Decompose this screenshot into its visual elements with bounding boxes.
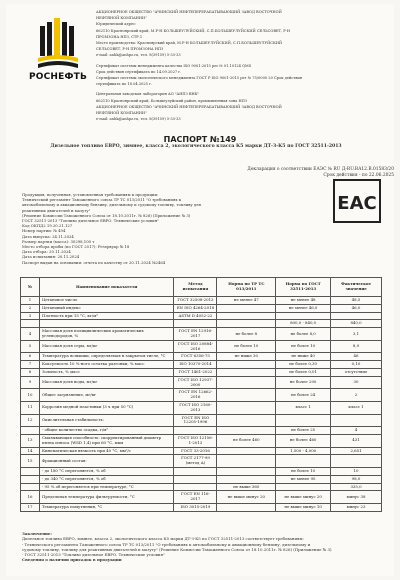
cell-gost-norm: 800,0 - 840,0 — [276, 320, 331, 328]
cell-tr-norm: не ниже 30 — [217, 353, 276, 361]
cell-name: Температура помутнения, °С — [39, 503, 174, 511]
rosneft-logo — [28, 18, 88, 82]
cell-gost-norm — [276, 483, 331, 491]
conclusion-line: судовому топливу, топливу для реактивных двигателей и мазуту" (Решение Комиссии Таможенного Союза от 18.10.2011г. № 826) (Приложение № 3) — [22, 546, 332, 552]
cell-actual: отсутствие — [331, 368, 382, 376]
header-line: СЕЛЬСОВЕТ, Р-Н ПРОМЗОНА НПЗ — [96, 47, 164, 52]
cell-actual: 98,0 — [331, 475, 382, 483]
cell-tr-norm: не более 8 — [217, 328, 276, 341]
cell-method: EN ISO 4264-2018 — [174, 304, 217, 312]
cell-tr-norm — [217, 389, 276, 402]
cell-number: 4 — [21, 328, 40, 341]
cell-tr-norm: не более 460 — [217, 434, 276, 447]
cell-gost-norm: не более 25 — [276, 427, 331, 435]
cell-method: ГОСТ 1461-2022 — [174, 368, 217, 376]
header-line: 662110 Красноярский край, М.Р-Н БОЛЬШЕУЛУЙСКИЙ, С.П.БОЛЬШЕУЛУЙСКИЙ СЕЛЬСОВЕТ, Р-Н — [96, 28, 291, 33]
table-row — [21, 455, 382, 468]
cell-tr-norm — [217, 376, 276, 389]
cell-actual: 46,0 — [331, 304, 382, 312]
cell-gost-norm: не выше минус 10 — [276, 503, 331, 511]
cell-name: Предельная температура фильтруемости, °С — [39, 491, 174, 504]
cell-name: Температура вспышки, определяемая в закрытом тигле, °С — [39, 353, 174, 361]
table-row — [21, 361, 382, 369]
table-row — [21, 389, 382, 402]
conclusion-line: - Технического регламента Таможенного союза ТР ТС 013/2011 "О требованиях к автомобильному и авиационному бензину, дизельному и — [22, 541, 311, 547]
company-header — [96, 10, 392, 123]
cell-method: ГОСТ 2177-99 (метод А) — [174, 455, 217, 468]
cell-name: - 95 % об перегоняется при температуре, °С — [39, 483, 174, 491]
cell-name: - до 180 °С перегоняется, % об — [39, 467, 174, 475]
cell-number: 11 — [21, 401, 40, 414]
cell-tr-norm — [217, 467, 276, 475]
cell-gost-norm: не менее 46,0 — [276, 304, 331, 312]
header-line: Сертификат системы экологического менеджмента ГОСТ Р ISO 9001-2015 рег № 75/0000 20 Срок действия — [96, 76, 303, 81]
cell-name: - общее количество осадка, г/м³ — [39, 427, 174, 435]
conclusion-line: - ГОСТ 32511-2013 "Топливо дизельное ЕВРО. Технические условия" — [22, 552, 165, 558]
cell-number: 8 — [21, 368, 40, 376]
cell-actual: 4 — [331, 427, 382, 435]
cell-name: Массовая доля воды, мг/кг — [39, 376, 174, 389]
eac-mark — [333, 179, 381, 223]
header-line: АКЦИОНЕРНОЕ ОБЩЕСТВО "АЧИНСКИЙ НЕФТЕПЕРЕРАБАТЫВАЮЩИЙ ЗАВОД ВОСТОЧНОЙ — [96, 104, 282, 109]
cell-gost-norm: не более 460 — [276, 434, 331, 447]
cell-number: 13 — [21, 434, 40, 447]
cell-tr-norm — [217, 455, 276, 468]
conclusion-heading: Заключение: — [22, 531, 52, 536]
table-row — [21, 320, 382, 328]
cell-method: ГОСТ EN 116-2017 — [174, 491, 217, 504]
cell-tr-norm — [217, 414, 276, 427]
info-line: автомобильному и авиационному бензину, дизельному и судовому топливу, топливу для — [22, 202, 201, 208]
declaration-validity: Срок действия - по 22.06.2025 — [323, 173, 394, 178]
cell-tr-norm — [217, 447, 276, 455]
cell-tr-norm — [217, 361, 276, 369]
cell-method: ГОСТ 32508-2013 — [174, 297, 217, 305]
table-row — [21, 467, 382, 475]
col-header-actual: Фактическое значение — [331, 278, 382, 297]
cell-name: Массовая доля полициклических ароматических углеводородов, % — [39, 328, 174, 341]
cell-tr-norm — [217, 475, 276, 483]
cell-actual: 2 — [331, 389, 382, 402]
header-line: Срок действия сертификата по 14.09.2027 г. — [96, 69, 182, 74]
table-row — [21, 491, 382, 504]
cell-actual: 0,10 — [331, 361, 382, 369]
cell-number — [21, 427, 40, 435]
cell-number: 14 — [21, 447, 40, 455]
cell-gost-norm — [276, 312, 331, 320]
cell-method: ГОСТ 33-2016 — [174, 447, 217, 455]
info-line: реактивных двигателей и мазуту" — [22, 207, 91, 213]
info-line: Паспорт выдан на основании: отчета по качеству от 20.11.2024 №2464 — [22, 259, 166, 265]
info-line: Номер партии: № 494 — [22, 228, 66, 234]
cell-tr-norm — [217, 320, 276, 328]
rosneft-emblem-icon — [36, 18, 80, 70]
declaration-number: Декларация о соответствии ЕАЭС № RU Д-RU.RA12.В.01583/20 — [247, 167, 394, 172]
col-header-gost-norm: Норма по ГОСТ 32511-2013 — [276, 278, 331, 297]
eac-mark-icon — [333, 179, 381, 223]
cell-actual: 3,1 — [331, 328, 382, 341]
header-line: e-mail: anhk@anhpz.ru, тел. 8(39159) 5-33-33 — [96, 117, 181, 122]
cell-actual: 840,0 — [331, 320, 382, 328]
cell-method — [174, 475, 217, 483]
col-header-method: Метод испытания — [174, 278, 217, 297]
cell-tr-norm — [217, 304, 276, 312]
cell-number: 1 — [21, 297, 40, 305]
header-line: ПРОМЗОНА НПЗ, СТР.1 — [96, 34, 143, 39]
cell-gost-norm: не более 24 — [276, 389, 331, 402]
cell-actual: минус 38 — [331, 491, 382, 504]
cell-number: 9 — [21, 376, 40, 389]
cell-tr-norm — [217, 312, 276, 320]
table-row — [21, 447, 382, 455]
cell-gost-norm: не выше минус 20 — [276, 491, 331, 504]
cell-number — [21, 320, 40, 328]
info-line: Дата испытания: 20.11.2024 — [22, 254, 80, 260]
cell-name: Цетановый индекс — [39, 304, 174, 312]
cell-actual: 46 — [331, 353, 382, 361]
cell-actual: минус 23 — [331, 503, 382, 511]
table-row — [21, 427, 382, 435]
product-info — [22, 192, 322, 265]
cell-gost-norm — [276, 414, 331, 427]
cell-gost-norm: класс 1 — [276, 401, 331, 414]
col-header-tr-norm: Норма по ТР ТС 013/2011 — [217, 278, 276, 297]
cell-tr-norm — [217, 368, 276, 376]
cell-name: Фракционный состав: — [39, 455, 174, 468]
cell-tr-norm: не более 10 — [217, 340, 276, 353]
table-row — [21, 376, 382, 389]
header-line: Место производства: Красноярский край, М.Р-Н БОЛЬШЕУЛУЙСКИЙ, С.П.БОЛЬШЕУЛУЙСКИЙ — [96, 41, 283, 46]
cell-gost-norm: не менее 95 — [276, 475, 331, 483]
conclusion-line: Дизельное топливо ЕВРО, зимнее, класса 2, экологического класса К5 марки ДТ-З-К5 по ГОСТ 32511-2013 соответствует требованиям: — [22, 536, 304, 542]
table-row — [21, 414, 382, 427]
info-line: (Решение Комиссии Таможенного Союза от 18.10.2011г. № 826) (Приложение № 3) — [22, 212, 191, 218]
cell-actual: 10 — [331, 467, 382, 475]
cell-method: ГОСТ EN 12662-2016 — [174, 389, 217, 402]
cell-actual: класс 1 — [331, 401, 382, 414]
cell-actual: 2,651 — [331, 447, 382, 455]
table-row — [21, 312, 382, 320]
cell-method — [174, 427, 217, 435]
cell-number: 16 — [21, 491, 40, 504]
cell-gost-norm: не менее 48 — [276, 297, 331, 305]
passport-document — [6, 4, 394, 576]
table-row — [21, 434, 382, 447]
cell-method — [174, 467, 217, 475]
cell-method: ГОСТ ISO 12156-1-2013 — [174, 434, 217, 447]
cell-number: 5 — [21, 340, 40, 353]
cell-name: Общее загрязнение, мг/кг — [39, 389, 174, 402]
passport-subtitle: Дизельное топливо ЕВРО, зимнее, класса 2, экологического класса К5 марки ДТ-З-К5 по ГОСТ 32511-2013 — [50, 144, 342, 149]
cell-method: ГОСТ ISO 2160-2013 — [174, 401, 217, 414]
header-line: e-mail: anhk@anhpz.ru, тел. 8(39159) 5-33-33 — [96, 53, 181, 58]
info-line: Технический регламент Таможенного союза ТР ТС 013/2011 "О требованиях к — [22, 197, 182, 203]
table-row — [21, 401, 382, 414]
cell-actual: 30 — [331, 376, 382, 389]
cell-actual: 48,5 — [331, 297, 382, 305]
cell-actual — [331, 414, 382, 427]
cell-name — [39, 320, 174, 328]
cell-gost-norm: 1,500 - 4,000 — [276, 447, 331, 455]
cell-name: Смазывающая способность: скорректированный диаметр пятна износа (WSD 1,4) при 60 °С, мкм — [39, 434, 174, 447]
col-header-number: № — [21, 278, 40, 297]
cell-actual — [331, 455, 382, 468]
table-row — [21, 353, 382, 361]
info-line: Дата выпуска: 24.11.2024 — [22, 233, 74, 239]
cell-number: 12 — [21, 414, 40, 427]
table-row — [21, 304, 382, 312]
header-line: Юридический адрес: — [96, 22, 137, 27]
header-line: Сертификат системы менеджмента качества ISO 9001:2015 per № 01.10124 QMS — [96, 63, 252, 68]
cell-number: 6 — [21, 353, 40, 361]
info-line: Размер партии (масса): 30298,100 т — [22, 238, 95, 244]
cell-tr-norm: не выше минус 20 — [217, 491, 276, 504]
cell-method: ISO 3015-2019 — [174, 503, 217, 511]
cell-method: ГОСТ ISO 12937-2000 — [174, 376, 217, 389]
cell-method: ГОСТ 6356-75 — [174, 353, 217, 361]
cell-gost-norm: не более 0,30 — [276, 361, 331, 369]
cell-tr-norm: не выше 360 — [217, 483, 276, 491]
cell-gost-norm: не более 10 — [276, 340, 331, 353]
header-line: Центральная заводская лаборатория АО "АНПЗ ВНК" — [96, 92, 200, 97]
cell-number — [21, 467, 40, 475]
cell-actual: 335,0 — [331, 483, 382, 491]
table-row — [21, 340, 382, 353]
table-row — [21, 483, 382, 491]
header-line: НЕФТЯНОЙ КОМПАНИИ" — [96, 111, 147, 116]
cell-name: Коррозия медной пластинки (3 ч при 50 °С) — [39, 401, 174, 414]
cell-name: Кинематическая вязкость при 40 °С, мм²/с — [39, 447, 174, 455]
cell-method: ISO 10370-2014 — [174, 361, 217, 369]
info-line: ГОСТ 32511-2013 "Топливо дизельное ЕВРО. Технические условия" — [22, 218, 159, 224]
table-row — [21, 368, 382, 376]
cell-number — [21, 483, 40, 491]
cell-method — [174, 320, 217, 328]
cell-gost-norm: не более 8,0 — [276, 328, 331, 341]
cell-gost-norm: не более 200 — [276, 376, 331, 389]
table-header-row — [21, 278, 382, 297]
declaration-block — [174, 167, 394, 179]
cell-method — [174, 483, 217, 491]
passport-title: ПАСПОРТ №149 — [163, 135, 237, 144]
cell-name: Массовая доля серы, мг/кг — [39, 340, 174, 353]
cell-number: 17 — [21, 503, 40, 511]
cell-number: 2 — [21, 304, 40, 312]
table-row — [21, 328, 382, 341]
cell-actual — [331, 312, 382, 320]
table-row — [21, 475, 382, 483]
cell-method: ГОСТ EN ISO 12205-1996 — [174, 414, 217, 427]
header-line: АКЦИОНЕРНОЕ ОБЩЕСТВО "АЧИНСКИЙ НЕФТЕПЕРЕРАБАТЫВАЮЩИЙ ЗАВОД ВОСТОЧНОЙ — [96, 10, 282, 14]
cell-gost-norm: не ниже 40 — [276, 353, 331, 361]
cell-method: ГОСТ ISO 20884-2016 — [174, 340, 217, 353]
cell-number: 10 — [21, 389, 40, 402]
cell-name: Коксуемость 10 %-ного остатка разгонки, % масс — [39, 361, 174, 369]
info-line: Место отбора пробы (по ГОСТ 2517): Резервуар № 18 — [22, 244, 130, 250]
conclusion — [22, 531, 382, 563]
cell-method: ГОСТ EN 12916-2017 — [174, 328, 217, 341]
cell-tr-norm: не менее 47 — [217, 297, 276, 305]
cell-tr-norm — [217, 427, 276, 435]
cell-number — [21, 475, 40, 483]
cell-name: - до 340 °С перегоняется, % об — [39, 475, 174, 483]
specification-table — [20, 277, 382, 512]
cell-name: Плотность при 15 °С, кг/м³ — [39, 312, 174, 320]
cell-name: Цетановое число — [39, 297, 174, 305]
cell-actual: 431 — [331, 434, 382, 447]
table-row — [21, 503, 382, 511]
cell-number: 7 — [21, 361, 40, 369]
cell-name: Зольность, % масс — [39, 368, 174, 376]
header-line: НЕФТЯНОЙ КОМПАНИИ" — [96, 16, 147, 21]
header-line: 662110 Красноярский край, Большеулуйский район, промышленная зона НПЗ — [96, 98, 247, 103]
info-line: Продукция, полученная, установленная требованиям к продукции: — [22, 192, 159, 197]
info-line: Дата отбора: 20.11.2024 — [22, 249, 71, 255]
brand-name: РОСНЕФТЬ — [28, 72, 88, 82]
additives-heading: Сведения о наличии присадок в продукции — [22, 557, 122, 563]
eac-mark-text: EAC — [337, 193, 377, 214]
cell-method: ASTM D 4052-22 — [174, 312, 217, 320]
cell-gost-norm: не более 10 — [276, 467, 331, 475]
cell-number: 3 — [21, 312, 40, 320]
cell-name: Окислительная стабильность: — [39, 414, 174, 427]
col-header-name: Наименование показателя — [39, 278, 174, 297]
table-row — [21, 297, 382, 305]
cell-gost-norm — [276, 455, 331, 468]
cell-tr-norm — [217, 401, 276, 414]
cell-gost-norm: не более 0,01 — [276, 368, 331, 376]
cell-number: 15 — [21, 455, 40, 468]
cell-actual: 8,9 — [331, 340, 382, 353]
header-line: сертификата по 18.04.2025 г. — [96, 82, 153, 87]
cell-tr-norm — [217, 503, 276, 511]
info-line: Код ОКПД2 19.20.21.127 — [22, 223, 73, 229]
